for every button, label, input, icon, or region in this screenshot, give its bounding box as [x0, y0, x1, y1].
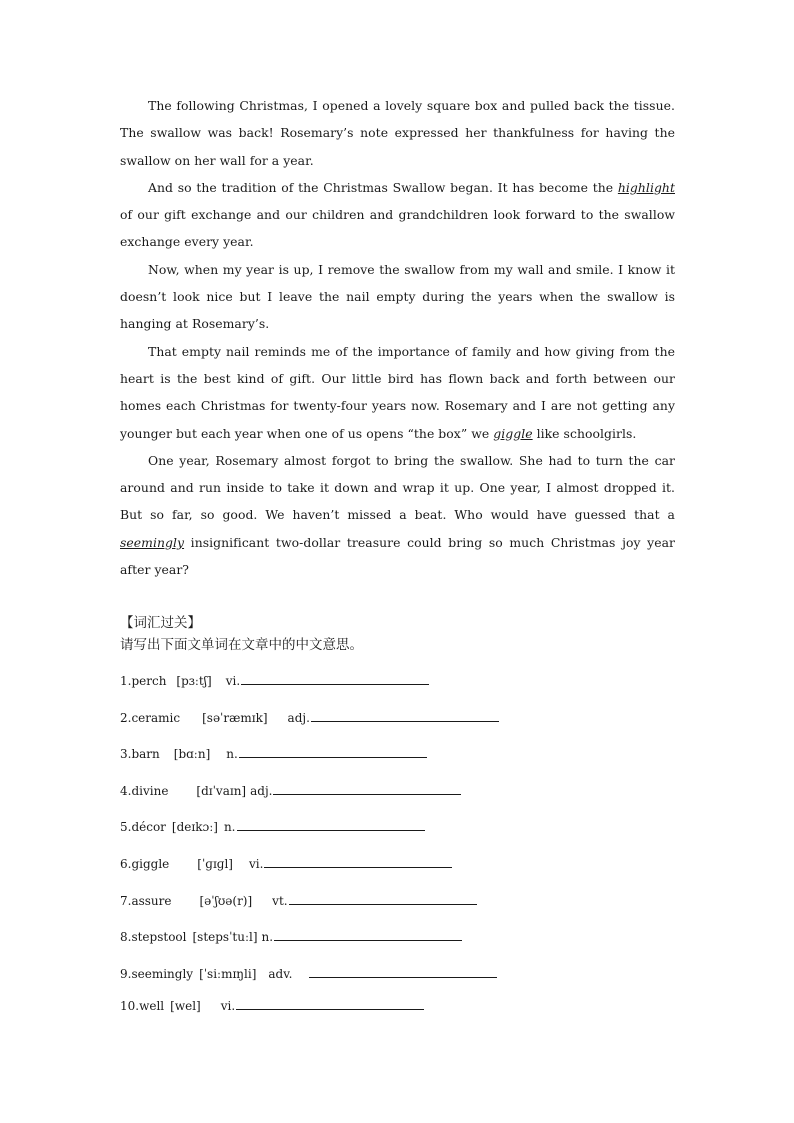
paragraph-4	[120, 338, 675, 447]
vocab-item	[120, 780, 461, 800]
item-word: barn	[131, 747, 160, 761]
item-phonetic: [stepsˈtuːl]	[192, 930, 258, 944]
vocab-item	[120, 707, 499, 727]
item-phonetic: [wel]	[170, 999, 201, 1013]
item-phonetic: [pɜːtʃ]	[176, 674, 212, 688]
paragraph-1-text: The following Christmas, I opened a lovely square box and pulled back the tissue. The swallow was back! Rosemary’s note expressed her thankfulness for having the swallow on her wall for a year.	[120, 98, 675, 168]
item-phonetic: [səˈræmɪk]	[202, 711, 268, 725]
answer-blank[interactable]	[264, 853, 452, 868]
vocab-item	[120, 853, 452, 873]
vocabulary-section	[120, 612, 680, 1013]
paragraph-3-text: Now, when my year is up, I remove the swallow from my wall and smile. I know it doesn’t look nice but I leave the nail empty during the years when the swallow is hanging at Rosemary’s.	[120, 261, 675, 332]
vocab-item	[120, 995, 424, 1015]
paragraph-4-text-b: like schoolgirls.	[532, 425, 637, 441]
answer-blank[interactable]	[241, 670, 429, 685]
item-phonetic: [ˈɡɪɡl]	[197, 857, 233, 871]
paragraph-5-text-b: insignificant two-dollar treasure could bring so much Christmas joy year after year?	[120, 534, 675, 578]
answer-blank[interactable]	[309, 963, 497, 978]
vocab-item	[120, 963, 497, 983]
answer-blank[interactable]	[289, 890, 477, 905]
keyword-highlight: highlight	[617, 179, 675, 195]
item-word: seemingly	[131, 967, 194, 981]
item-word: ceramic	[131, 711, 181, 725]
item-phonetic: [əˈʃʊə(r)]	[199, 894, 253, 908]
item-pos: n.	[226, 747, 238, 761]
item-pos: vi.	[225, 674, 241, 688]
answer-blank[interactable]	[236, 995, 424, 1010]
answer-blank[interactable]	[273, 780, 461, 795]
paragraph-2-text-a: And so the tradition of the Christmas Swallow began. It has become the	[148, 179, 618, 195]
item-number: 4.	[120, 784, 132, 798]
item-pos: adj.	[250, 784, 273, 798]
keyword-seemingly: seemingly	[120, 534, 185, 550]
vocab-item	[120, 743, 427, 763]
item-word: décor	[131, 820, 166, 834]
item-number: 8.	[120, 930, 132, 944]
paragraph-5-text-a: One year, Rosemary almost forgot to bring the swallow. She had to turn the car around and run inside to take it down and wrap it up. One year, I almost dropped it. But so far, so good. We haven’t missed a beat. Who would have guessed that a	[120, 452, 675, 523]
item-word: stepstool	[131, 930, 187, 944]
item-pos: n.	[223, 820, 236, 834]
item-word: giggle	[131, 857, 170, 871]
reading-passage	[120, 92, 675, 583]
item-phonetic: [bɑːn]	[173, 747, 211, 761]
item-number: 5.	[120, 820, 132, 834]
item-phonetic: [ˈsiːmɪŋli]	[199, 967, 257, 981]
item-word: divine	[131, 784, 169, 798]
item-number: 1.	[120, 674, 132, 688]
vocab-item	[120, 890, 477, 910]
keyword-giggle: giggle	[493, 425, 533, 441]
item-pos: vt.	[272, 894, 288, 908]
item-number: 3.	[120, 747, 132, 761]
item-number: 6.	[120, 857, 132, 871]
vocabulary-title: 【词汇过关】	[120, 615, 201, 631]
item-word: perch	[131, 674, 167, 688]
vocab-item	[120, 816, 425, 836]
paragraph-2	[120, 174, 675, 256]
paragraph-4-text-a: That empty nail reminds me of the importance of family and how giving from the heart is the best kind of gift. Our little bird has flown back and forth between our homes each Christmas for twenty-four years now. Rosemary and I are not getting any younger but each year when one of us opens “the box” we	[120, 343, 675, 441]
item-number: 2.	[120, 711, 132, 725]
paragraph-5	[120, 447, 675, 583]
item-number: 10.	[120, 999, 140, 1013]
answer-blank[interactable]	[274, 926, 462, 941]
answer-blank[interactable]	[311, 707, 499, 722]
item-pos: vi.	[220, 999, 236, 1013]
paragraph-3	[120, 256, 675, 338]
item-word: well	[139, 999, 165, 1013]
item-number: 7.	[120, 894, 132, 908]
item-number: 9.	[120, 967, 132, 981]
answer-blank[interactable]	[239, 743, 427, 758]
item-pos: vi.	[248, 857, 264, 871]
vocab-item	[120, 670, 429, 690]
paragraph-1	[120, 92, 675, 174]
item-phonetic: [dɪˈvaɪn]	[196, 784, 247, 798]
item-pos: adv.	[268, 967, 293, 981]
vocab-item	[120, 926, 462, 946]
item-pos: adj.	[287, 711, 310, 725]
item-pos: n.	[261, 930, 274, 944]
answer-blank[interactable]	[237, 816, 425, 831]
paragraph-2-text-b: of our gift exchange and our children and grandchildren look forward to the swallow exchange every year.	[120, 207, 675, 250]
item-phonetic: [deɪkɔː]	[171, 820, 218, 834]
item-word: assure	[131, 894, 172, 908]
vocabulary-instruction: 请写出下面文单词在文章中的中文意思。	[120, 637, 363, 653]
